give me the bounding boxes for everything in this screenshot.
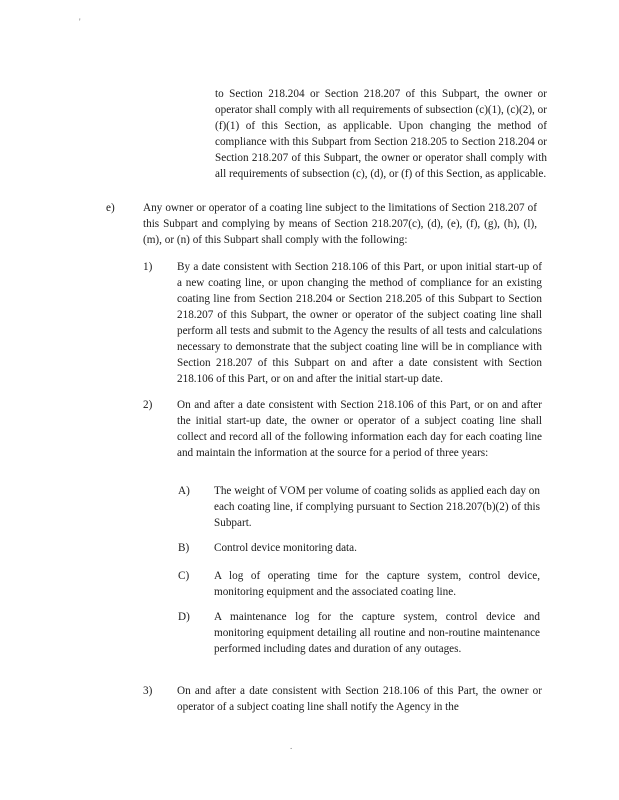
subitem-d-label: D) [178,611,190,623]
subitem-a-text: The weight of VOM per volume of coating solids as applied each day on each coating line, if complying pursuant to Section 218.207(b)(2) of this Subpart. [214,485,540,529]
item-1-text: By a date consistent with Section 218.106 of this Part, or upon initial start-up of a new coating line, or upon changing the method of compliance for an existing coating line from Section 218.204 or Section 218.205 of this Subpart to Section 218.207 of this Subpart, the owner or operator of the subject coating line shall perform all tests and submit to the Agency the results of all tests and calculations necessary to demonstrate that the subject coating line will be in compliance with Section 218.207 of this Subpart on and after a date consistent with Section 218.106 of this Part, or on and after the initial start-up date. [177,261,542,385]
subitem-d-text: A maintenance log for the capture system, control device and monitoring equipment detailing all routine and non-routine maintenance performed including dates and duration of any outages. [214,611,540,655]
subsection-e-text: Any owner or operator of a coating line subject to the limitations of Section 218.207 of this Subpart and complying by means of Section 218.207(c), (d), (e), (f), (g), (h), (l), (m), or (n) of this Subpart shall comply with the following: [143,202,537,246]
item-1-label: 1) [143,261,153,273]
item-2-text: On and after a date consistent with Section 218.106 of this Part, or on and after the initial start-up date, the owner or operator of a subject coating line shall collect and record all of the following information each day for each coating line and maintain the information at the source for a period of three years: [177,399,542,459]
subitem-c-text: A log of operating time for the capture system, control device, monitoring equipment and the associated coating line. [214,570,540,598]
subitem-c-label: C) [178,570,190,582]
subsection-e-label: e) [106,202,115,214]
subitem-b-label: B) [178,542,190,554]
item-2-label: 2) [143,399,153,411]
item-3-label: 3) [143,685,153,697]
corner-mark: ' [79,17,81,27]
item-3-text: On and after a date consistent with Section 218.106 of this Part, the owner or operator of a subject coating line shall notify the Agency in the [177,685,542,713]
bottom-mark: . [290,741,293,751]
subitem-a-label: A) [178,485,190,497]
continuation-paragraph: to Section 218.204 or Section 218.207 of this Subpart, the owner or operator shall comply with all requirements of subsection (c)(1), (c)(2), or (f)(1) of this Section, as applicable. Upon changing the method of compliance with this Subpart from Section 218.205 to Section 218.204 or Section 218.207 of this Subpart, the owner or operator shall comply with all requirements of subsection (c), (d), or (f) of this Section, as applicable. [215,88,547,180]
subitem-b-text: Control device monitoring data. [214,542,357,554]
